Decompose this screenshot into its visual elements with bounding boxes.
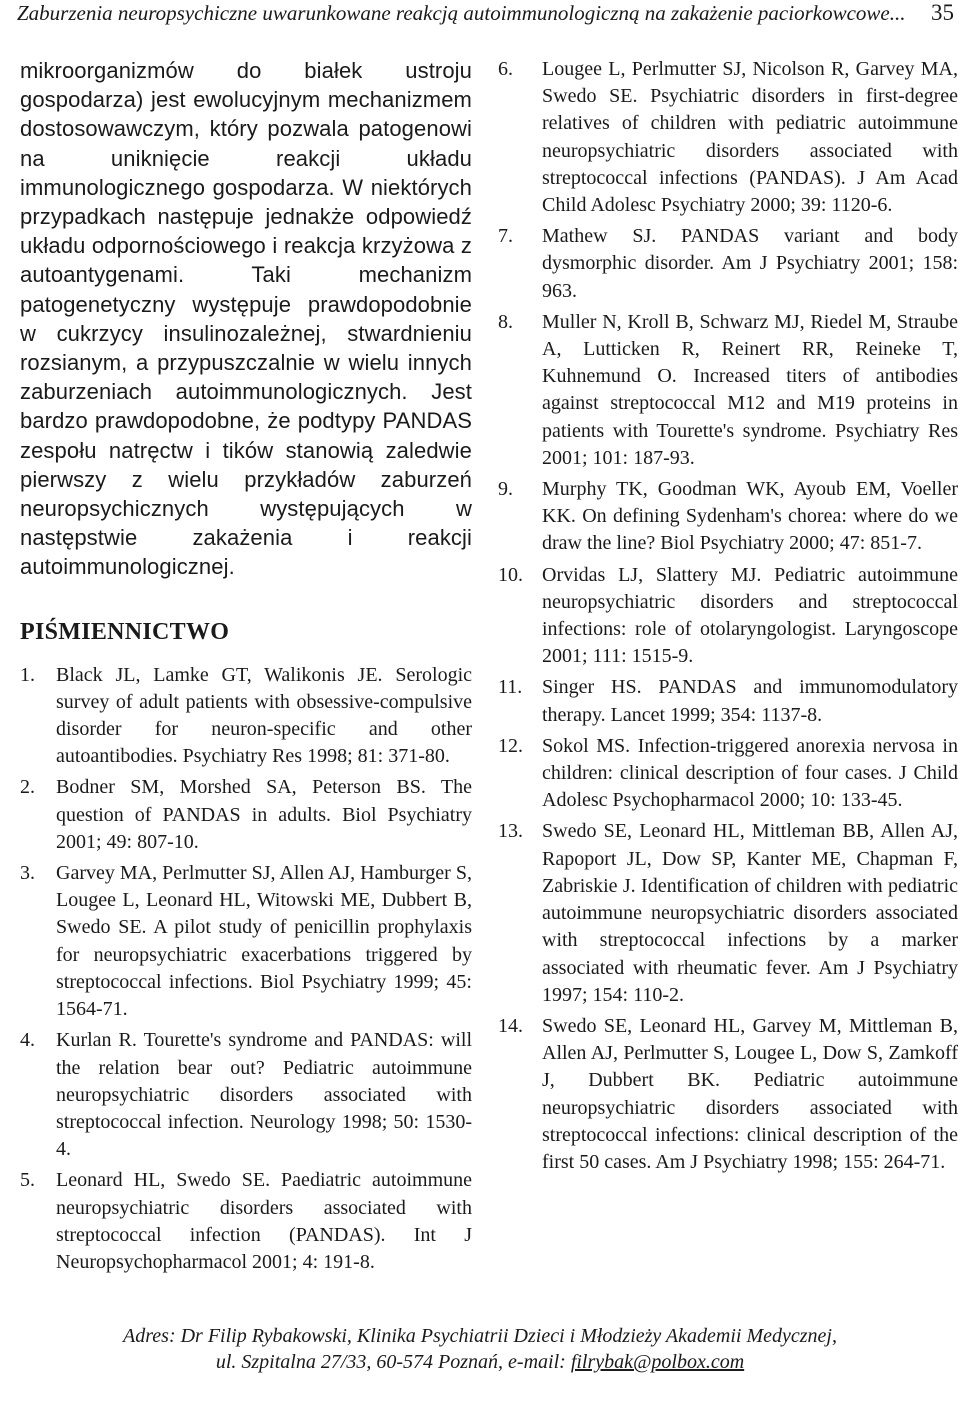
reference-text: Sokol MS. Infection-triggered anorexia nervosa in children: clinical description of four cases. J Child Adolesc Psychopharmacol 2000; 10: 133-45. <box>542 734 958 812</box>
reference-number: 5. <box>20 1169 35 1192</box>
reference-item <box>498 56 958 219</box>
reference-number: 1. <box>20 663 35 686</box>
right-column <box>498 56 958 1180</box>
reference-item <box>20 1167 472 1276</box>
reference-item <box>20 1027 472 1163</box>
body-paragraph: mikroorganizmów do białek ustroju gospodarza) jest ewolucyjnym mechanizmem dostosowawczym, który pozwala patogenowi na uniknięcie reakcji układu immunologicznego gospodarza. W niektórych przypadkach następuje jednakże odpowiedź układu odpornościowego i reakcja krzyżowa z autoantygenami. Taki mechanizm patogenetyczny występuje prawdopodobnie w cukrzycy insulinozależnej, stwardnieniu rozsianym, a przypuszczalnie w wielu innych zaburzeniach autoimmunologicznych. Jest bardzo prawdopodobne, że podtypy PANDAS zespołu natręctw i tików stanowią zaledwie pierwszy z wielu przykładów zaburzeń neuropsychicznych występujących w następstwie zakażenia i reakcji autoimmunologicznej. <box>20 58 472 580</box>
reference-item <box>498 476 958 558</box>
reference-item <box>498 309 958 472</box>
reference-item <box>498 562 958 671</box>
reference-text: Murphy TK, Goodman WK, Ayoub EM, Voeller KK. On defining Sydenham's chorea: where do we draw the line? Biol Psychiatry 2000; 47: 851-7. <box>542 478 958 555</box>
address-line-1: Adres: Dr Filip Rybakowski, Klinika Psychiatrii Dzieci i Młodzieży Akademii Medycznej, <box>123 1325 837 1347</box>
reference-number: 2. <box>20 776 35 799</box>
reference-text: Orvidas LJ, Slattery MJ. Pediatric autoimmune neuropsychiatric disorders and streptococcal infections: role of otolaryngologist. Laryngoscope 2001; 111: 1515-9. <box>542 563 958 668</box>
email-link[interactable]: filrybak@polbox.com <box>570 1351 745 1373</box>
reference-item <box>498 818 958 1008</box>
address-street: ul. Szpitalna 27/33, 60-574 Poznań, e-mail: <box>215 1351 571 1373</box>
reference-text: Bodner SM, Morshed SA, Peterson BS. The question of PANDAS in adults. Biol Psychiatry 2001; 49: 807-10. <box>56 776 472 853</box>
reference-text: Swedo SE, Leonard HL, Garvey M, Mittleman B, Allen AJ, Perlmutter S, Lougee L, Dow S, Zamkoff J, Dubbert BK. Pediatric autoimmune neuropsychiatric disorders associated with streptococcal infections: clinical description of the first 50 cases. Am J Psychiatry 1998; 155: 264-71. <box>542 1014 958 1173</box>
reference-text: Mathew SJ. PANDAS variant and body dysmorphic disorder. Am J Psychiatry 2001; 158: 963. <box>542 225 958 302</box>
reference-list-left <box>20 662 472 1276</box>
references-heading: PIŚMIENNICTWO <box>20 618 230 645</box>
reference-item <box>20 860 472 1023</box>
reference-number: 6. <box>498 58 513 80</box>
reference-number: 11. <box>498 676 523 699</box>
running-header <box>0 0 960 40</box>
reference-number: 14. <box>498 1014 523 1037</box>
reference-text: Lougee L, Perlmutter SJ, Nicolson R, Garvey MA, Swedo SE. Psychiatric disorders in first-degree relatives of children with pediatric autoimmune neuropsychiatric disorders associated with streptococcal infections (PANDAS). J Am Acad Child Adolesc Psychiatry 2000; 39: 1120-6. <box>542 58 958 217</box>
reference-number: 9. <box>498 478 513 501</box>
reference-item <box>20 662 472 771</box>
reference-item <box>498 1013 958 1176</box>
reference-item <box>20 774 472 856</box>
reference-text: Leonard HL, Swedo SE. Paediatric autoimmune neuropsychiatric disorders associated with streptococcal infection (PANDAS). Int J Neuropsychopharmacol 2001; 4: 191-8. <box>56 1169 472 1273</box>
address-line-2 <box>0 1349 960 1375</box>
reference-number: 8. <box>498 310 513 333</box>
reference-text: Swedo SE, Leonard HL, Mittleman BB, Allen AJ, Rapoport JL, Dow SP, Kanter ME, Chapman F, Zabriskie J. Identification of children with pediatric autoimmune neuropsychiatric disorders associated with streptococcal infections by a marker associated with rheumatic fever. Am J Psychiatry 1997; 154: 110-2. <box>542 820 958 1006</box>
left-column <box>20 56 472 1280</box>
reference-text: Kurlan R. Tourette's syndrome and PANDAS: will the relation bear out? Pediatric autoimmune neuropsychiatric disorders associated with streptococcal infection. Neurology 1998; 50: 1530-4. <box>56 1029 472 1161</box>
reference-text: Black JL, Lamke GT, Walikonis JE. Serologic survey of adult patients with obsessive-compulsive disorder for neuron-specific and other autoantibodies. Psychiatry Res 1998; 81: 371-80. <box>56 663 472 768</box>
running-title: Zaburzenia neuropsychiczne uwarunkowane reakcją autoimmunologiczną na zakażenie paciorkowcowe... <box>17 1 906 25</box>
reference-item <box>498 223 958 305</box>
reference-number: 7. <box>498 225 513 248</box>
reference-number: 3. <box>20 862 35 885</box>
reference-number: 13. <box>498 820 523 843</box>
page-number: 35 <box>931 0 954 25</box>
reference-text: Singer HS. PANDAS and immunomodulatory therapy. Lancet 1999; 354: 1137-8. <box>542 676 958 726</box>
reference-item <box>498 674 958 728</box>
reference-number: 12. <box>498 734 523 757</box>
reference-item <box>498 733 958 815</box>
reference-number: 10. <box>498 563 523 586</box>
reference-list-right <box>498 56 958 1176</box>
author-address <box>0 1323 960 1375</box>
reference-number: 4. <box>20 1029 35 1052</box>
reference-text: Garvey MA, Perlmutter SJ, Allen AJ, Hamburger S, Lougee L, Leonard HL, Witowski ME, Dubbert B, Swedo SE. A pilot study of penicillin prophylaxis for neuropsychiatric exacerbations triggered by streptococcal infections. Biol Psychiatry 1999; 45: 1564-71. <box>56 862 472 1021</box>
reference-text: Muller N, Kroll B, Schwarz MJ, Riedel M, Straube A, Lutticken R, Reinert RR, Reineke T, Kuhnemund O. Increased titers of antibodies against streptococcal M12 and M19 proteins in patients with Tourette's syndrome. Psychiatry Res 2001; 101: 187-93. <box>542 310 958 469</box>
